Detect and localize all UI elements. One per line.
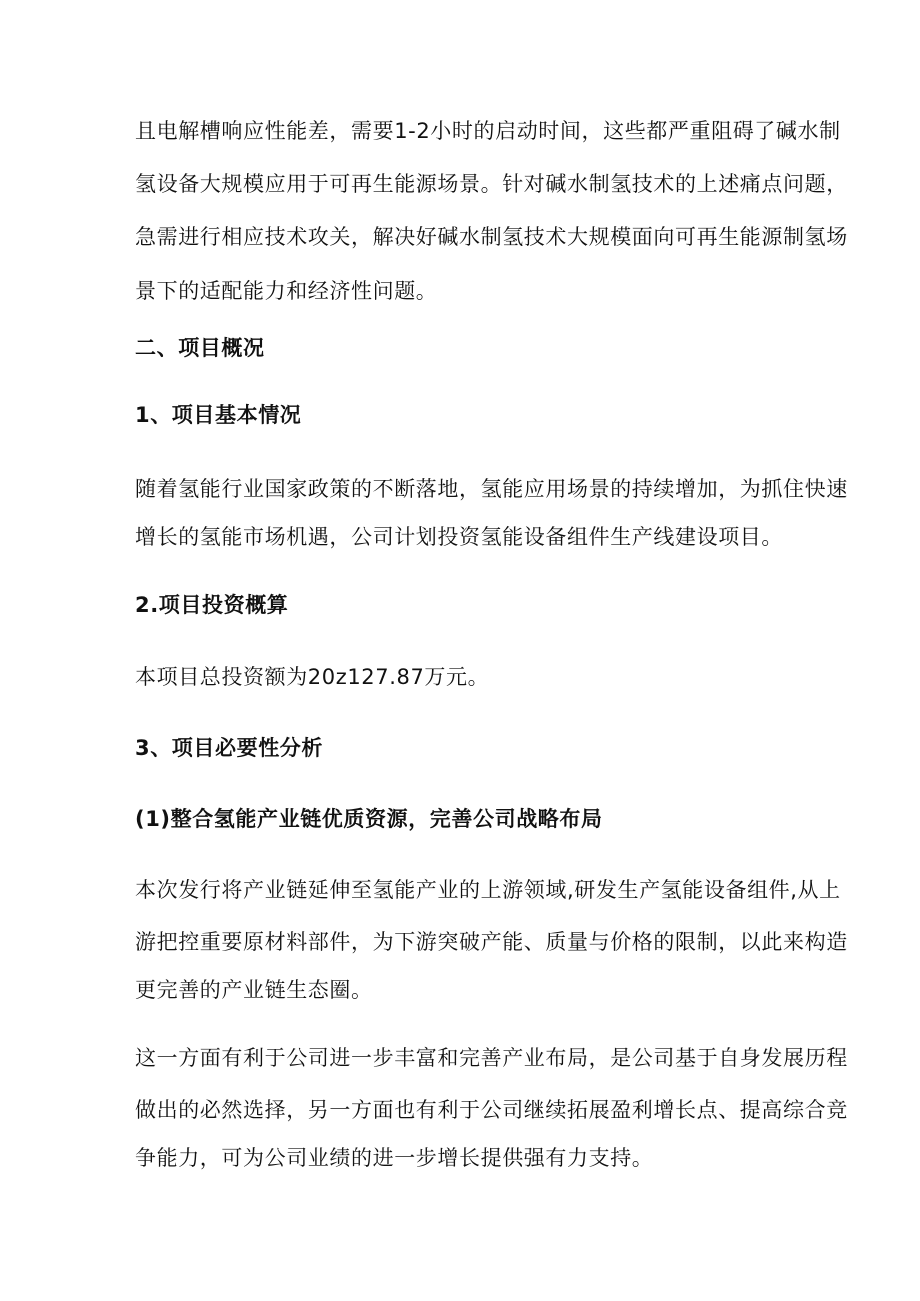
paragraph-line: 本次发行将产业链延伸至氢能产业的上游领域,研发生产氢能设备组件,从上 [135,878,841,902]
paragraph-line: 更完善的产业链生态圈。 [135,978,373,1002]
paragraph-line: 且电解槽响应性能差，需要1-2小时的启动时间，这些都严重阻碍了碱水制 [135,119,841,143]
paragraph-line: 增长的氢能市场机遇，公司计划投资氢能设备组件生产线建设项目。 [135,525,783,549]
paragraph-line: 游把控重要原材料部件，为下游突破产能、质量与价格的限制，以此来构造 [135,930,848,954]
paragraph-line: 随着氢能行业国家政策的不断落地，氢能应用场景的持续增加，为抓住快速 [135,477,848,501]
subsection-heading: 2.项目投资概算 [135,593,289,617]
paragraph-line: 景下的适配能力和经济性问题。 [135,279,438,303]
subsection-heading: (1)整合氢能产业链优质资源，完善公司战略布局 [135,807,603,831]
paragraph-line: 争能力，可为公司业绩的进一步增长提供强有力支持。 [135,1146,654,1170]
subsection-heading: 3、项目必要性分析 [135,736,324,760]
paragraph-line: 做出的必然选择，另一方面也有利于公司继续拓展盈利增长点、提高综合竞 [135,1098,848,1122]
paragraph-line: 氢设备大规模应用于可再生能源场景。针对碱水制氢技术的上述痛点问题， [135,172,848,196]
paragraph-line: 本项目总投资额为20z127.87万元。 [135,665,490,689]
section-heading: 二、项目概况 [135,336,265,360]
paragraph-line: 急需进行相应技术攻关，解决好碱水制氢技术大规模面向可再生能源制氢场 [135,225,848,249]
paragraph-line: 这一方面有利于公司进一步丰富和完善产业布局，是公司基于自身发展历程 [135,1046,848,1070]
subsection-heading: 1、项目基本情况 [135,403,302,427]
